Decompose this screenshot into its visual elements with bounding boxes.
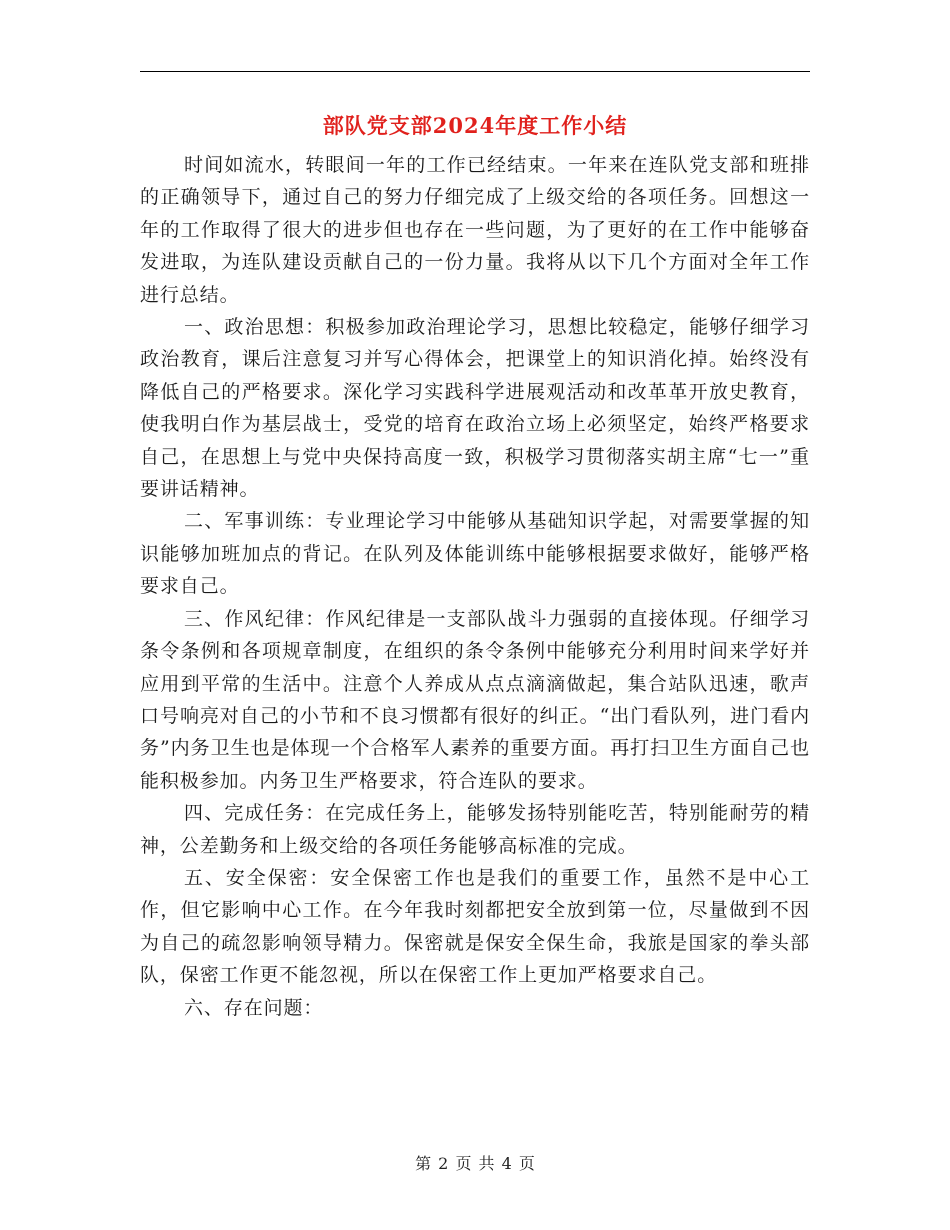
section-politics-paragraph: 一、政治思想：积极参加政治理论学习，思想比较稳定，能够仔细学习政治教育，课后注意复习并写心得体会，把课堂上的知识消化掉。始终没有降低自己的严格要求。深化学习实践科学进展观活动和改革革开放史教育，使我明白作为基层战士，受党的培育在政治立场上必须坚定，始终严格要求自己，在思想上与党中央保持高度一致，积极学习贯彻落实胡主席“七一”重要讲话精神。	[140, 316, 810, 501]
intro-paragraph: 时间如流水，转眼间一年的工作已经结束。一年来在连队党支部和班排的正确领导下，通过自己的努力仔细完成了上级交给的各项任务。回想这一年的工作取得了很大的进步但也存在一些问题，为了更好的在工作中能够奋发进取，为连队建设贡献自己的一份力量。我将从以下几个方面对全年工作进行总结。	[140, 154, 810, 306]
section-training-paragraph: 二、军事训练：专业理论学习中能够从基础知识学起，对需要掌握的知识能够加班加点的背记。在队列及体能训练中能够根据要求做好，能够严格要求自己。	[140, 510, 810, 598]
section-issues-heading: 六、存在问题：	[184, 996, 324, 1019]
document-title: 部队党支部2024年度工作小结	[322, 113, 628, 138]
header-rule	[140, 71, 810, 72]
document-body	[140, 149, 810, 1024]
section-tasks-paragraph: 四、完成任务：在完成任务上，能够发扬特别能吃苦，特别能耐劳的精神，公差勤务和上级交给的各项任务能够高标准的完成。	[140, 802, 810, 857]
section-security-paragraph: 五、安全保密：安全保密工作也是我们的重要工作，虽然不是中心工作，但它影响中心工作。在今年我时刻都把安全放到第一位，尽量做到不因为自己的疏忽影响领导精力。保密就是保安全保生命，我旅是国家的拳头部队，保密工作更不能忽视，所以在保密工作上更加严格要求自己。	[140, 866, 810, 987]
page-number-footer: 第 2 页 共 4 页	[415, 1154, 535, 1173]
section-discipline-paragraph: 三、作风纪律：作风纪律是一支部队战斗力强弱的直接体现。仔细学习条令条例和各项规章制度，在组织的条令条例中能够充分利用时间来学好并应用到平常的生活中。注意个人养成从点点滴滴做起，集合站队迅速，歌声口号响亮对自己的小节和不良习惯都有很好的纠正。“出门看队列，进门看内务”内务卫生也是体现一个合格军人素养的重要方面。再打扫卫生方面自己也能积极参加。内务卫生严格要求，符合连队的要求。	[140, 607, 810, 792]
